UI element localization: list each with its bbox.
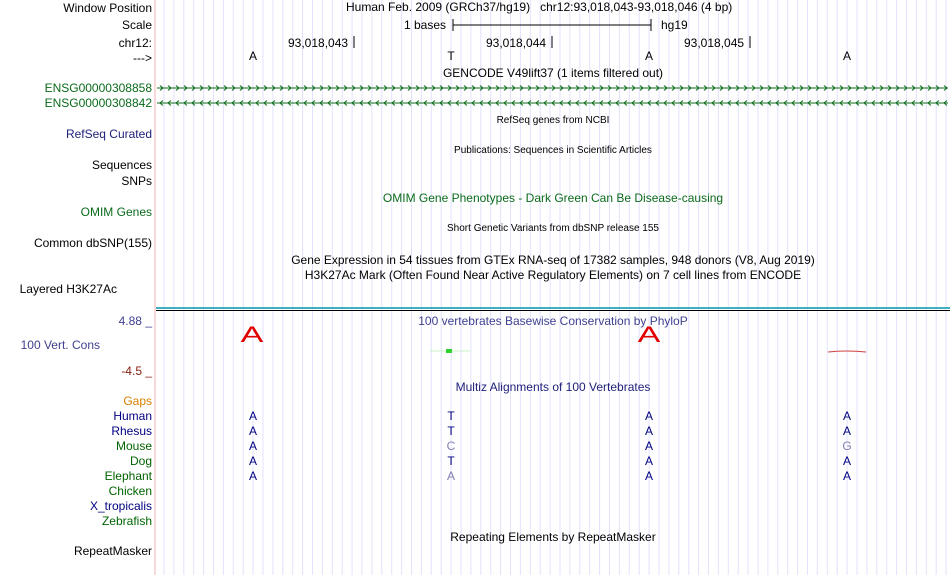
reference-base: T bbox=[447, 49, 455, 63]
h3k27-label[interactable]: Layered H3K27Ac bbox=[19, 282, 117, 296]
species-base: A bbox=[248, 454, 257, 468]
scale-db: hg19 bbox=[661, 18, 688, 32]
cons-max-label: 4.88 _ bbox=[118, 314, 152, 328]
cons-big-base: A bbox=[240, 322, 264, 348]
assembly-title bbox=[346, 0, 732, 14]
species-label[interactable]: Rhesus bbox=[111, 424, 152, 438]
species-label[interactable]: Human bbox=[113, 409, 152, 423]
species-base: T bbox=[447, 454, 455, 468]
species-base: A bbox=[248, 439, 257, 453]
species-base: T bbox=[447, 409, 455, 423]
species-base: A bbox=[842, 409, 851, 423]
species-base: A bbox=[446, 469, 455, 483]
species-base: A bbox=[842, 454, 851, 468]
dbsnp-track-title[interactable]: Short Genetic Variants from dbSNP release 155 bbox=[447, 223, 659, 234]
gencode-track-title[interactable]: GENCODE V49lift37 (1 items filtered out) bbox=[442, 66, 664, 80]
coord-label: 93,018,044 bbox=[486, 36, 547, 50]
species-base: A bbox=[644, 469, 653, 483]
scale-text: 1 bases bbox=[404, 18, 447, 32]
scale-label: Scale bbox=[121, 18, 152, 32]
species-base: A bbox=[842, 424, 851, 438]
h3k27-track-title[interactable]: H3K27Ac Mark (Often Found Near Active Regulatory Elements) on 7 cell lines from ENCODE bbox=[304, 268, 802, 282]
gene-strand-forward bbox=[157, 86, 948, 91]
publications-track-title[interactable]: Publications: Sequences in Scientific Articles bbox=[454, 145, 652, 156]
refseq-label[interactable]: RefSeq Curated bbox=[65, 127, 152, 141]
cons-label[interactable]: 100 Vert. Cons bbox=[20, 338, 100, 352]
species-base: A bbox=[248, 409, 257, 423]
cons-min-label: -4.5 _ bbox=[121, 364, 152, 378]
species-base: A bbox=[248, 469, 257, 483]
species-base: A bbox=[644, 409, 653, 423]
sequences-label[interactable]: Sequences bbox=[91, 158, 152, 172]
species-label[interactable]: Mouse bbox=[115, 439, 152, 453]
coord-label: 93,018,045 bbox=[684, 36, 745, 50]
dbsnp-label[interactable]: Common dbSNP(155) bbox=[33, 236, 152, 250]
omim-label[interactable]: OMIM Genes bbox=[80, 205, 152, 219]
gene-label-1[interactable]: ENSG00000308858 bbox=[44, 81, 152, 95]
species-base: A bbox=[842, 469, 851, 483]
species-label[interactable]: Dog bbox=[129, 454, 152, 468]
reference-base: A bbox=[248, 49, 257, 63]
species-base: C bbox=[446, 439, 456, 453]
strand-arrow-label: ---> bbox=[133, 51, 152, 65]
species-label[interactable]: Elephant bbox=[104, 469, 152, 483]
species-base: A bbox=[644, 439, 653, 453]
position-readout: chr12:93,018,043-93,018,046 (4 bp) bbox=[540, 0, 733, 14]
cons-track-title[interactable]: 100 vertebrates Basewise Conservation by PhyloP bbox=[418, 314, 688, 328]
window-position-label: Window Position bbox=[63, 1, 152, 15]
gaps-label[interactable]: Gaps bbox=[123, 394, 152, 408]
gene-label-2[interactable]: ENSG00000308842 bbox=[44, 96, 152, 110]
scale-bar bbox=[453, 19, 651, 31]
guide-lines bbox=[164, 0, 946, 575]
cons-small-marks bbox=[430, 349, 866, 353]
repeat-label[interactable]: RepeatMasker bbox=[73, 544, 152, 558]
species-base: A bbox=[644, 424, 653, 438]
assembly-name: Human Feb. 2009 (GRCh37/hg19) bbox=[346, 0, 531, 14]
chrom-label: chr12: bbox=[118, 36, 152, 50]
snps-label[interactable]: SNPs bbox=[121, 174, 152, 188]
gene-strand-reverse bbox=[157, 101, 948, 106]
coord-label: 93,018,043 bbox=[288, 36, 349, 50]
species-label[interactable]: Zebrafish bbox=[101, 514, 152, 528]
reference-base: A bbox=[644, 49, 653, 63]
species-label[interactable]: X_tropicalis bbox=[89, 499, 152, 513]
multiz-track-title[interactable]: Multiz Alignments of 100 Vertebrates bbox=[455, 380, 651, 394]
species-base: A bbox=[248, 424, 257, 438]
refseq-track-title[interactable]: RefSeq genes from NCBI bbox=[496, 115, 610, 126]
gtex-track-title[interactable]: Gene Expression in 54 tissues from GTEx RNA-seq of 17382 samples, 948 donors (V8, Aug 2019) bbox=[291, 253, 815, 267]
repeat-track-title[interactable]: Repeating Elements by RepeatMasker bbox=[450, 530, 656, 544]
cons-big-base: A bbox=[637, 322, 661, 348]
omim-track-title[interactable]: OMIM Gene Phenotypes - Dark Green Can Be Disease-causing bbox=[382, 191, 724, 205]
species-base: A bbox=[644, 454, 653, 468]
species-base: T bbox=[447, 424, 455, 438]
reference-base: A bbox=[842, 49, 851, 63]
species-base: G bbox=[842, 439, 852, 453]
species-label[interactable]: Chicken bbox=[108, 484, 152, 498]
